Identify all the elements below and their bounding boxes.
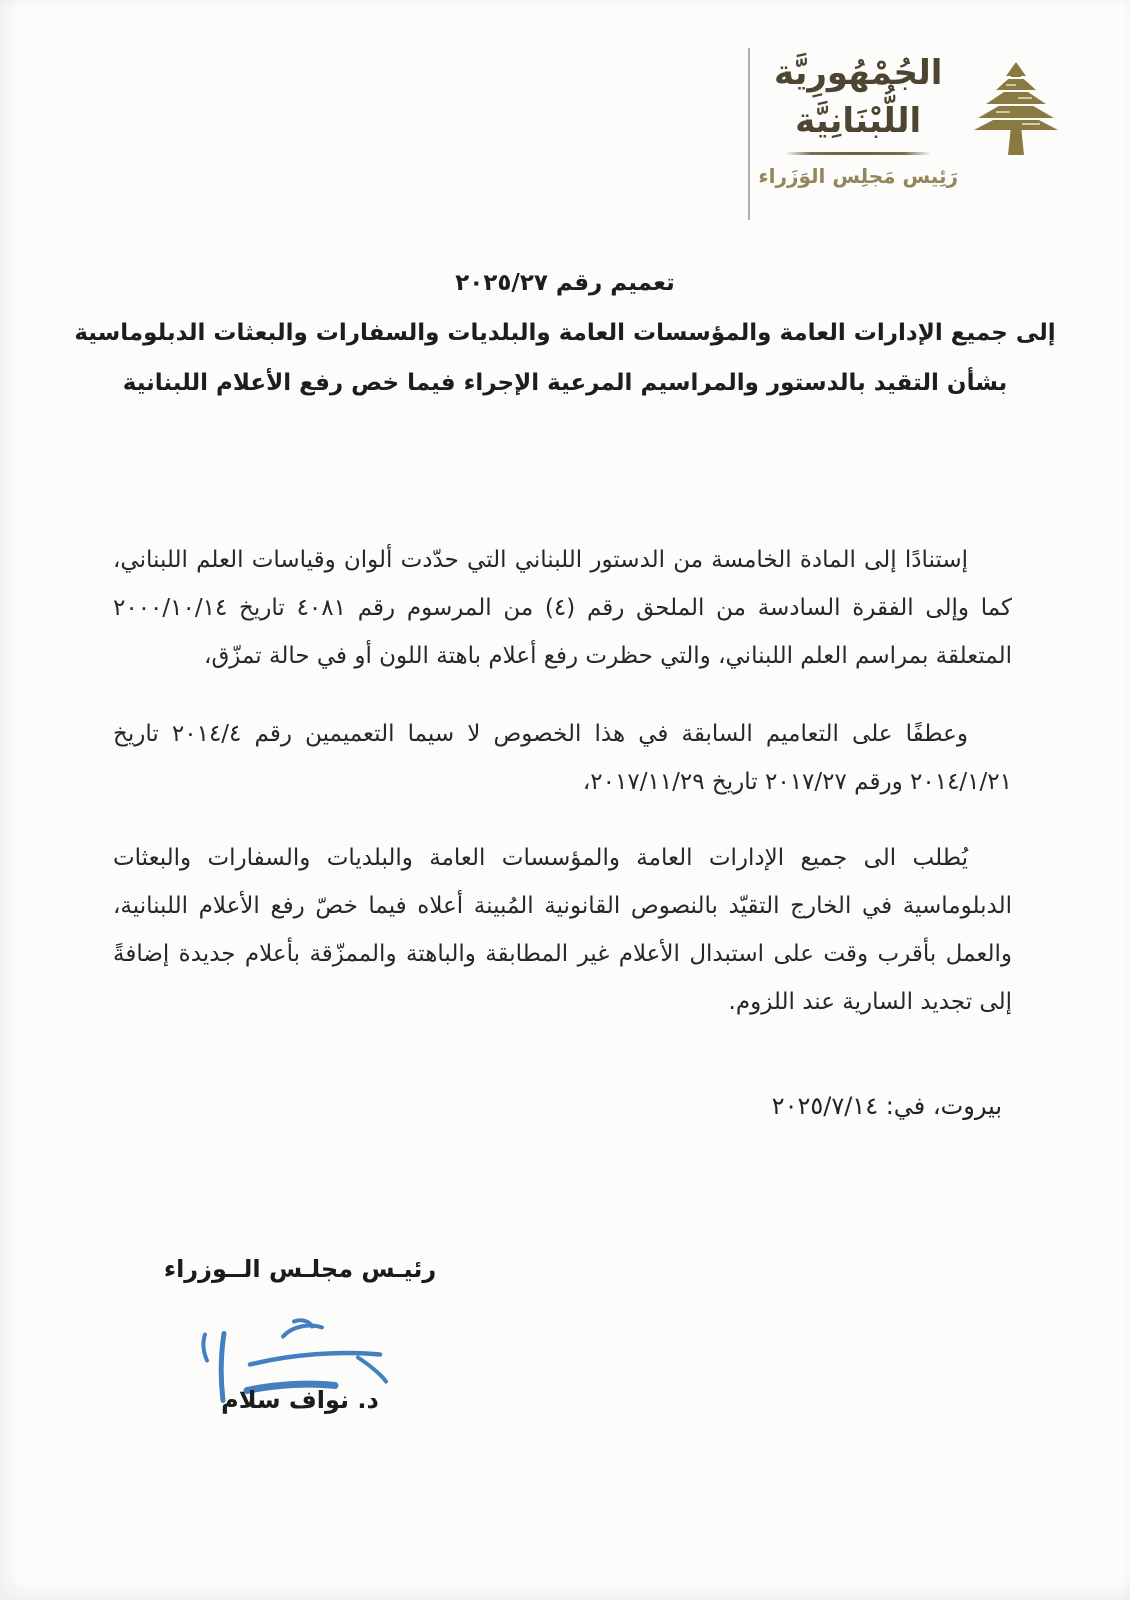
addressees-line: إلى جميع الإدارات العامة والمؤسسات العامة والبلديات والسفارات والبعثات الدبلوماسية (74, 320, 1056, 346)
signatory-title: رئيـس مجلـس الــوزراء (163, 1255, 437, 1283)
republic-line1: الجُمْهُورِيَّة (773, 53, 943, 93)
letterhead-text (758, 46, 958, 188)
letterhead-vertical-rule (748, 48, 750, 220)
cedar-wrap (966, 52, 1066, 168)
paragraph-previous-circulars: وعطفًا على التعاميم السابقة في هذا الخصوص لا سيما التعميمين رقم ٢٠١٤/٤ تاريخ ٢٠١٤/١/٢١ ورقم ٢٠١٧/٢٧ تاريخ ٢٠١٧/١١/٢٩، (113, 721, 1012, 795)
paragraph-legal-basis: إستنادًا إلى المادة الخامسة من الدستور اللبناني التي حدّدت ألوان وقياسات العلم اللبناني، كما وإلى الفقرة السادسة من الملحق رقم (٤) من المرسوم رقم ٤٠٨١ تاريخ ٢٠٠٠/١٠/١٤ المتعلقة بمراسم العلم اللبناني، والتي حظرت رفع أعلام باهتة اللون أو في حالة تمزّق، (113, 547, 1013, 669)
signature-block (150, 1255, 450, 1455)
cedar-tree-icon (966, 52, 1066, 164)
circular-number: تعميم رقم ٢٠٢٥/٢٧ (455, 270, 675, 296)
republic-line2: اللُّبْنَانِيَّة (795, 100, 922, 141)
republic-calligraphy (774, 50, 942, 145)
letterhead-divider (785, 152, 931, 155)
letterhead (694, 46, 1066, 220)
dateline: بيروت، في: ٢٠٢٥/٧/١٤ (771, 1092, 1002, 1120)
document-heading (0, 258, 1130, 408)
paragraph-request: يُطلب الى جميع الإدارات العامة والمؤسسات العامة والبلديات والسفارات والبعثات الدبلوماسية في الخارج التقيّد بالنصوص القانونية المُبينة أعلاه فيما خصّ رفع الأعلام اللبنانية، والعمل بأقرب وقت على استبدال الأعلام غير المطابقة والباهتة والممزّقة بأعلام جديدة إضافةً إلى تجديد السارية عند اللزوم. (113, 845, 1012, 1015)
subject-line: بشأن التقيد بالدستور والمراسيم المرعية الإجراء فيما خص رفع الأعلام اللبنانية (122, 370, 1008, 396)
signatory-name: د. نواف سلام (221, 1386, 379, 1414)
office-title: رَئِيس مَجلِس الوَزَراء (758, 164, 958, 189)
body-section (113, 536, 1012, 1026)
